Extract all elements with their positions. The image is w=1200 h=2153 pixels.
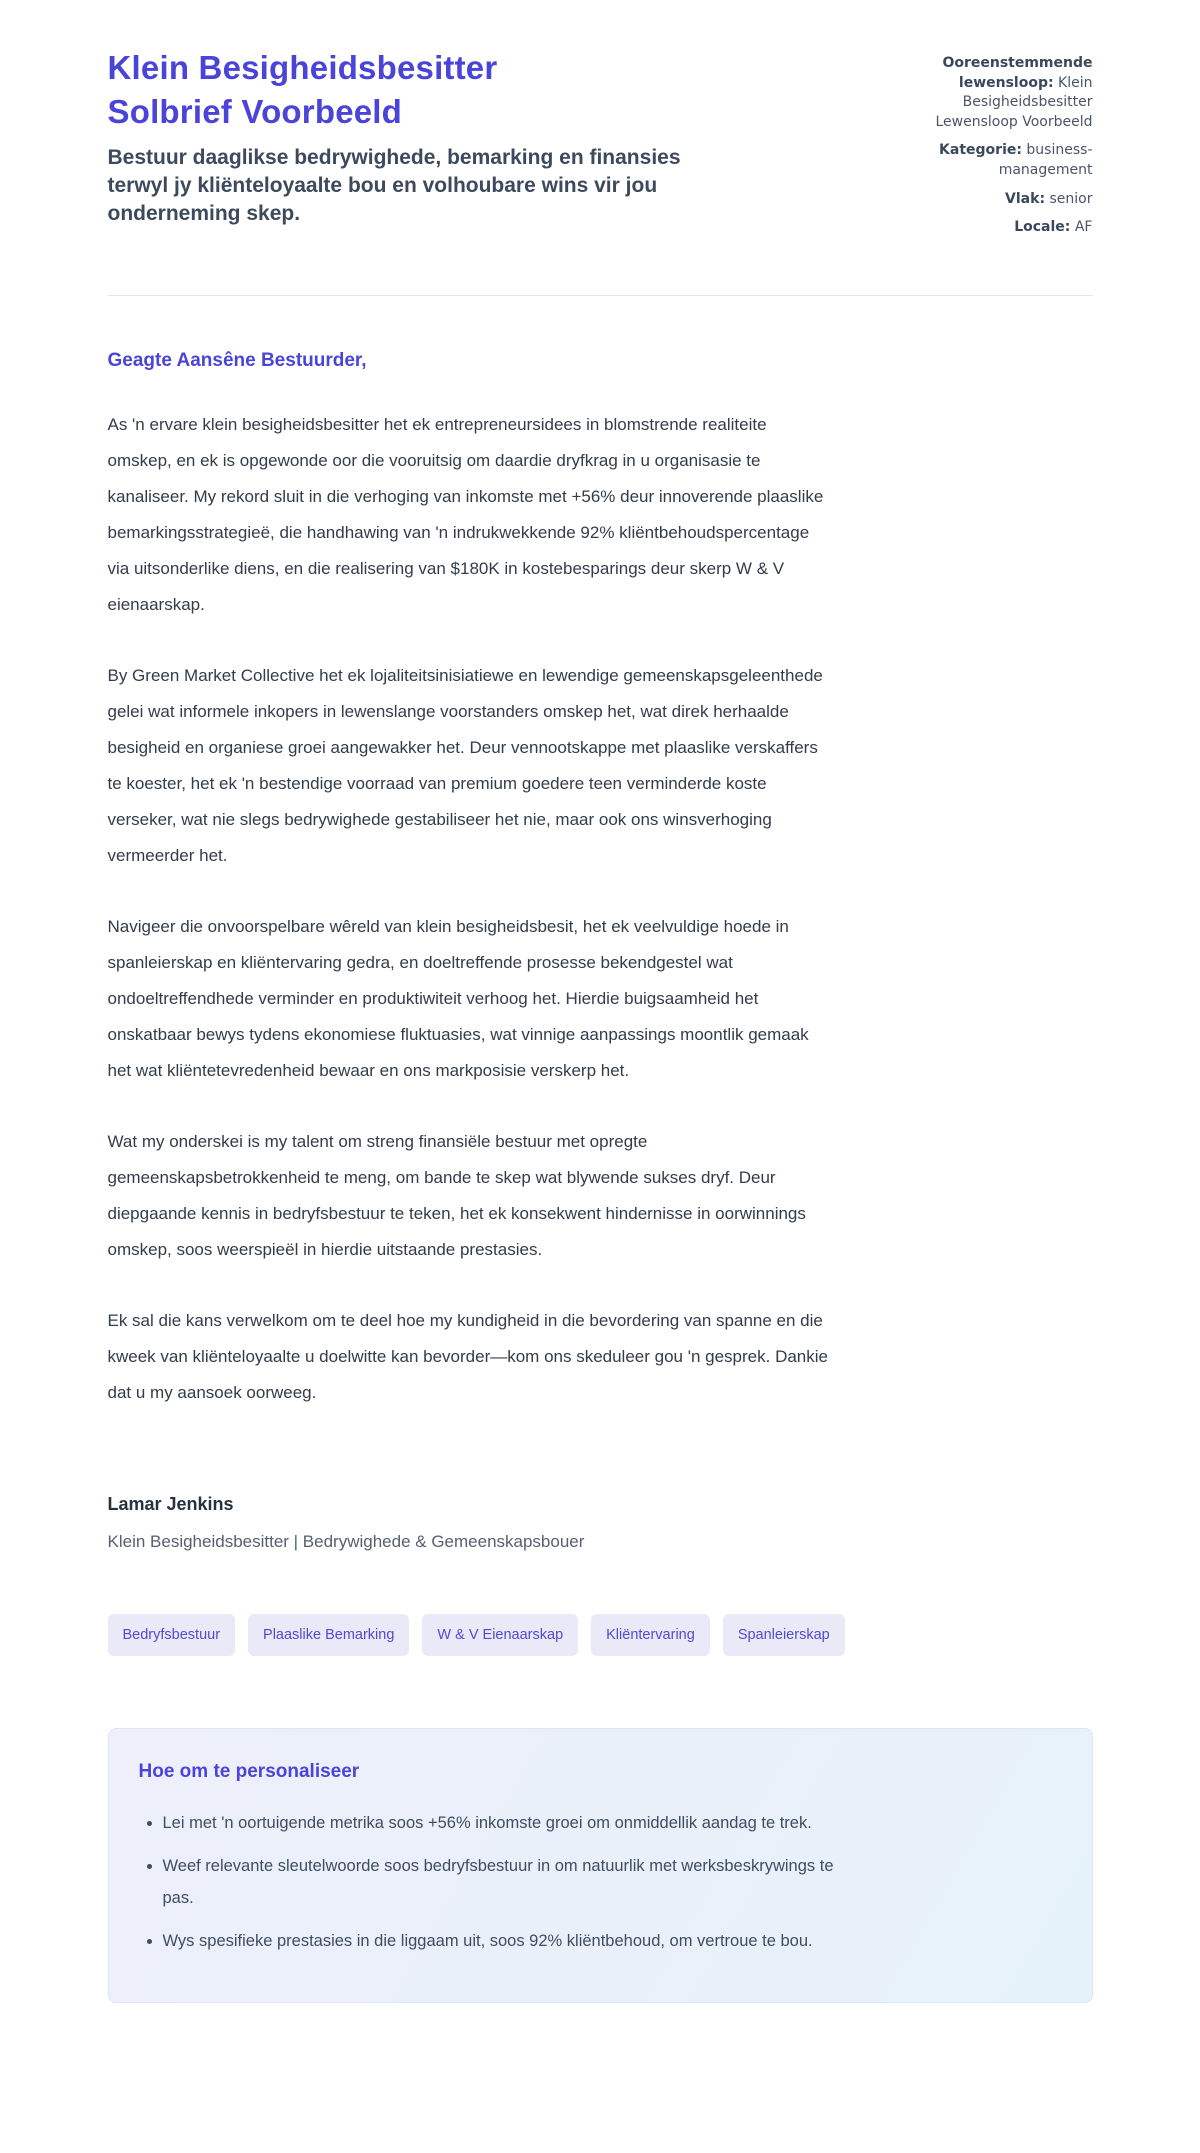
header-titles xyxy=(108,46,688,228)
header xyxy=(108,46,1093,296)
tips-title: Hoe om te personaliseer xyxy=(138,1760,360,1782)
page-subtitle: Bestuur daaglikse bedrywighede, bemarking en finansies terwyl jy kliënteloyaalte bou en volhoubare wins vir jou onderneming skep. xyxy=(107,145,681,225)
meta-label: Ooreenstemmende lewensloop: xyxy=(942,55,1093,91)
meta-matching-resume xyxy=(888,54,1093,132)
signature-name: Lamar Jenkins xyxy=(107,1493,234,1514)
page-container xyxy=(108,0,1093,2003)
tag-klientervaring[interactable]: Kliëntervaring xyxy=(591,1614,710,1656)
letter-paragraph: Wat my onderskei is my talent om streng finansiële bestuur met opregte gemeenskapsbetrokkenheid te meng, om bande te skep wat blywende sukses dryf. Deur diepgaande kennis in bedryfsbestuur te teken, het ek konsekwent hindernisse in oorwinnings omskep, soos weerspieël in hierdie uitstaande prestasies. xyxy=(107,1132,806,1260)
meta-label: Kategorie: xyxy=(939,142,1022,159)
letter-greeting: Geagte Aansêne Bestuurder, xyxy=(107,349,367,371)
tips-list xyxy=(139,1807,1062,1958)
tag-w-v-eienaarskap[interactable]: W & V Eienaarskap xyxy=(422,1614,578,1656)
tip-item: • Wys spesifieke prestasies in die liggaam uit, soos 92% kliëntbehoud, om vertroue te bou. xyxy=(163,1925,863,1957)
document-meta xyxy=(888,46,1093,247)
tag-bedryfsbestuur[interactable]: Bedryfsbestuur xyxy=(108,1614,236,1656)
meta-value: AF xyxy=(1074,219,1093,236)
signature-block xyxy=(108,1494,1093,1552)
letter-paragraph: Navigeer die onvoorspelbare wêreld van klein besigheidsbesit, het ek veelvuldige hoede in spanleierskap en kliëntervaring gedra, en doeltreffende prosesse bekendgestel wat ondoeltreffendhede verminder en produktiwiteit verhoog het. Hierdie buigsaamheid het onskatbaar bewys tydens ekonomiese fluktuasies, wat vinnige aanpassings moontlik gemaak het wat kliëntetevredenheid bewaar en ons markposisie verskerp het. xyxy=(107,917,809,1081)
letter-paragraph: By Green Market Collective het ek lojaliteitsinisiatiewe en lewendige gemeenskapsgeleenthede gelei wat informele inkopers in lewenslange voorstanders omskep het, wat direk herhaalde besigheid en organiese groei aangewakker het. Deur vennootskappe met plaaslike verskaffers te koester, het ek 'n bestendige voorraad van premium goedere teen verminderde koste verseker, wat nie slegs bedrywighede gestabiliseer het nie, maar ook ons winsverhoging vermeerder het. xyxy=(107,665,823,866)
tip-item: • Weef relevante sleutelwoorde soos bedryfsbestuur in om natuurlik met werksbeskrywings te pas. xyxy=(163,1850,863,1914)
tag-spanleierskap[interactable]: Spanleierskap xyxy=(723,1614,845,1656)
tag-plaaslike-bemarking[interactable]: Plaaslike Bemarking xyxy=(248,1614,409,1656)
meta-label: Locale: xyxy=(1014,219,1071,236)
letter-paragraph: As 'n ervare klein besigheidsbesitter het ek entrepreneursidees in blomstrende realiteite omskep, en ek is opgewonde oor die vooruitsig om daardie dryfkrag in u organisasie te kanaliseer. My rekord sluit in die verhoging van inkomste met +56% deur innoverende plaaslike bemarkingsstrategieë, die handhawing van 'n indrukwekkende 92% kliëntbehoudspercentage via uitsonderlike diens, en die realisering van $180K in kostebesparings deur skerp W & V eienaarskap. xyxy=(107,414,824,614)
personalization-tips-box xyxy=(108,1728,1093,2004)
meta-level xyxy=(888,190,1093,210)
meta-locale xyxy=(888,218,1093,238)
meta-label: Vlak: xyxy=(1005,190,1046,207)
tip-item: • Lei met 'n oortuigende metrika soos +56% inkomste groei om onmiddellik aandag te trek. xyxy=(163,1807,863,1839)
meta-value: business-management xyxy=(998,142,1093,178)
letter-paragraph: Ek sal die kans verwelkom om te deel hoe my kundigheid in die bevordering van spanne en die kweek van kliënteloyaalte u doelwitte kan bevorder—kom ons skeduleer gou 'n gesprek. Dankie dat u my aansoek oorweeg. xyxy=(107,1311,828,1403)
meta-value: Klein Besigheidsbesitter Lewensloop Voorbeeld xyxy=(935,74,1093,130)
signature-role: Klein Besigheidsbesitter | Bedrywighede & Gemeenskapsbouer xyxy=(107,1531,585,1551)
meta-category xyxy=(888,141,1093,180)
page-title: Klein Besigheidsbesitter Solbrief Voorbeeld xyxy=(107,49,498,130)
cover-letter-body xyxy=(108,350,1093,1552)
skill-tags xyxy=(108,1614,1093,1656)
meta-value: senior xyxy=(1049,190,1093,207)
